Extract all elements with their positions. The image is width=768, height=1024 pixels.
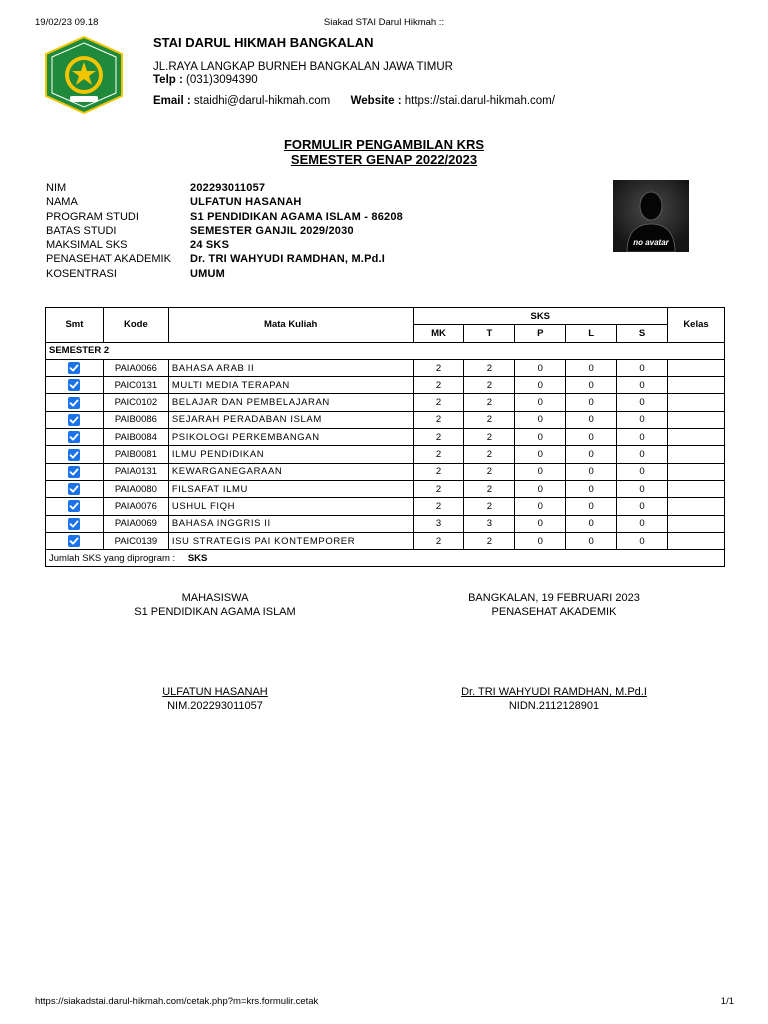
course-rows — [46, 359, 725, 549]
sks-p: 0 — [515, 429, 566, 446]
info-label: NIM — [46, 182, 67, 194]
check-icon — [69, 519, 79, 529]
course-select-cell — [46, 446, 104, 463]
col-header-mk: MK — [413, 325, 464, 342]
website-label: Website : — [350, 95, 402, 107]
course-code: PAIB0084 — [103, 429, 168, 446]
sks-s: 0 — [617, 480, 668, 497]
sig-right-role: PENASEHAT AKADEMIK — [491, 606, 617, 618]
course-name: ISU STRATEGIS PAI KONTEMPORER — [168, 532, 413, 549]
form-title — [0, 137, 768, 167]
course-name: MULTI MEDIA TERAPAN — [168, 377, 413, 394]
sks-s: 0 — [617, 359, 668, 376]
info-label: KOSENTRASI — [46, 267, 117, 280]
course-code: PAIA0066 — [103, 359, 168, 376]
sig-left-program: S1 PENDIDIKAN AGAMA ISLAM — [134, 606, 296, 618]
total-cell — [46, 550, 725, 567]
course-select-cell — [46, 377, 104, 394]
course-checkbox[interactable] — [68, 379, 80, 391]
check-icon — [69, 363, 79, 373]
institution-telp — [153, 73, 258, 87]
sks-s: 0 — [617, 377, 668, 394]
course-code: PAIC0131 — [103, 377, 168, 394]
print-url: https://siakadstai.darul-hikmah.com/cetak.php?m=krs.formulir.cetak — [35, 996, 319, 1007]
total-row — [46, 550, 725, 567]
sks-p: 0 — [515, 359, 566, 376]
course-name: SEJARAH PERADABAN ISLAM — [168, 411, 413, 428]
check-icon — [69, 415, 79, 425]
sig-right-name: Dr. TRI WAHYUDI RAMDHAN, M.Pd.I — [461, 686, 647, 698]
krs-table — [45, 307, 725, 567]
table-row — [46, 446, 725, 463]
course-kelas — [668, 446, 725, 463]
form-title-line2: SEMESTER GENAP 2022/2023 — [290, 152, 478, 167]
check-icon — [69, 450, 79, 460]
sks-mk: 2 — [413, 429, 464, 446]
table-row — [46, 498, 725, 515]
col-header-kode: Kode — [103, 308, 168, 343]
course-select-cell — [46, 532, 104, 549]
course-name: PSIKOLOGI PERKEMBANGAN — [168, 429, 413, 446]
course-kelas — [668, 359, 725, 376]
sks-l: 0 — [566, 359, 617, 376]
info-value: ULFATUN HASANAH — [190, 196, 302, 209]
course-code: PAIA0080 — [103, 480, 168, 497]
course-checkbox[interactable] — [68, 449, 80, 461]
table-row — [46, 532, 725, 549]
table-row — [46, 377, 725, 394]
email-label: Email : — [153, 95, 191, 107]
course-name: FILSAFAT ILMU — [168, 480, 413, 497]
sks-p: 0 — [515, 498, 566, 515]
col-header-s: S — [617, 325, 668, 342]
sks-l: 0 — [566, 411, 617, 428]
sks-mk: 2 — [413, 359, 464, 376]
sks-s: 0 — [617, 429, 668, 446]
telp-label: Telp : — [153, 74, 183, 86]
course-kelas — [668, 429, 725, 446]
sks-mk: 2 — [413, 377, 464, 394]
sks-p: 0 — [515, 532, 566, 549]
form-title-line1: FORMULIR PENGAMBILAN KRS — [283, 137, 485, 152]
col-header-mata-kuliah: Mata Kuliah — [168, 308, 413, 343]
course-kelas — [668, 498, 725, 515]
check-icon — [69, 432, 79, 442]
avatar-caption: no avatar — [633, 238, 669, 247]
sks-l: 0 — [566, 394, 617, 411]
sks-mk: 2 — [413, 394, 464, 411]
student-info-row — [46, 267, 403, 281]
institution-contact — [153, 94, 555, 108]
info-label: BATAS STUDI — [46, 224, 117, 237]
course-name: USHUL FIQH — [168, 498, 413, 515]
course-code: PAIB0081 — [103, 446, 168, 463]
student-info-row — [46, 224, 403, 238]
sks-s: 0 — [617, 532, 668, 549]
sks-s: 0 — [617, 498, 668, 515]
info-value: 24 SKS — [190, 239, 230, 252]
info-label: NAMA — [46, 196, 78, 209]
course-checkbox[interactable] — [68, 362, 80, 374]
table-row — [46, 515, 725, 532]
check-icon — [69, 398, 79, 408]
course-name: BELAJAR DAN PEMBELAJARAN — [168, 394, 413, 411]
sig-left-name: ULFATUN HASANAH — [162, 686, 268, 698]
sks-l: 0 — [566, 532, 617, 549]
sks-l: 0 — [566, 377, 617, 394]
table-row — [46, 429, 725, 446]
info-value: Dr. TRI WAHYUDI RAMDHAN, M.Pd.I — [190, 253, 386, 266]
check-icon — [69, 501, 79, 511]
website-value: https://stai.darul-hikmah.com/ — [404, 95, 555, 107]
sks-t: 2 — [464, 498, 515, 515]
table-row — [46, 463, 725, 480]
sks-mk: 2 — [413, 480, 464, 497]
course-kelas — [668, 394, 725, 411]
info-value: UMUM — [190, 267, 226, 280]
table-row — [46, 411, 725, 428]
course-code: PAIC0139 — [103, 532, 168, 549]
sks-p: 0 — [515, 377, 566, 394]
course-checkbox[interactable] — [68, 483, 80, 495]
info-label: MAKSIMAL SKS — [46, 239, 128, 252]
sks-s: 0 — [617, 411, 668, 428]
student-info-row — [46, 181, 403, 195]
table-row — [46, 480, 725, 497]
col-header-smt: Smt — [46, 308, 104, 343]
col-header-t: T — [464, 325, 515, 342]
table-row — [46, 359, 725, 376]
sks-mk: 2 — [413, 532, 464, 549]
sks-mk: 2 — [413, 498, 464, 515]
course-name: KEWARGANEGARAAN — [168, 463, 413, 480]
course-select-cell — [46, 463, 104, 480]
course-kelas — [668, 515, 725, 532]
sks-t: 2 — [464, 411, 515, 428]
sks-l: 0 — [566, 429, 617, 446]
course-checkbox[interactable] — [68, 518, 80, 530]
sks-mk: 2 — [413, 411, 464, 428]
info-value: S1 PENDIDIKAN AGAMA ISLAM - 86208 — [190, 210, 403, 223]
signature-student — [75, 591, 355, 713]
sig-left-role: MAHASISWA — [181, 592, 249, 604]
sks-t: 2 — [464, 394, 515, 411]
semester-label: SEMESTER 2 — [46, 342, 725, 359]
sks-l: 0 — [566, 515, 617, 532]
sks-l: 0 — [566, 446, 617, 463]
student-info-row — [46, 252, 403, 266]
sks-p: 0 — [515, 515, 566, 532]
course-select-cell — [46, 515, 104, 532]
print-page-title: Siakad STAI Darul Hikmah :: — [323, 17, 445, 28]
total-label: Jumlah SKS yang diprogram : — [49, 552, 176, 564]
sig-right-place-date: BANGKALAN, 19 FEBRUARI 2023 — [468, 592, 640, 604]
email-value: staidhi@darul-hikmah.com — [193, 95, 331, 107]
institution-logo — [45, 36, 123, 114]
table-header-row — [46, 308, 725, 325]
sks-l: 0 — [566, 463, 617, 480]
sks-s: 0 — [617, 446, 668, 463]
sks-p: 0 — [515, 394, 566, 411]
sks-t: 2 — [464, 463, 515, 480]
course-name: ILMU PENDIDIKAN — [168, 446, 413, 463]
col-header-kelas: Kelas — [668, 308, 725, 343]
course-select-cell — [46, 411, 104, 428]
course-checkbox[interactable] — [68, 397, 80, 409]
sks-p: 0 — [515, 411, 566, 428]
sks-t: 2 — [464, 429, 515, 446]
info-label: PROGRAM STUDI — [46, 210, 139, 223]
signature-advisor — [414, 591, 694, 713]
sks-t: 2 — [464, 480, 515, 497]
col-header-l: L — [566, 325, 617, 342]
sks-t: 2 — [464, 359, 515, 376]
sks-l: 0 — [566, 498, 617, 515]
print-page-number: 1/1 — [720, 996, 734, 1007]
course-code: PAIC0102 — [103, 394, 168, 411]
sig-right-id: NIDN.2112128901 — [508, 700, 600, 712]
course-select-cell — [46, 480, 104, 497]
course-select-cell — [46, 498, 104, 515]
info-label: PENASEHAT AKADEMIK — [46, 253, 171, 266]
sks-mk: 3 — [413, 515, 464, 532]
course-select-cell — [46, 394, 104, 411]
check-icon — [69, 380, 79, 390]
student-avatar — [613, 180, 689, 252]
check-icon — [69, 536, 79, 546]
institution-address: JL.RAYA LANGKAP BURNEH BANGKALAN JAWA TIMUR — [153, 61, 453, 73]
sks-s: 0 — [617, 394, 668, 411]
student-info-row — [46, 238, 403, 252]
course-checkbox[interactable] — [68, 500, 80, 512]
student-info-row — [46, 210, 403, 224]
col-header-p: P — [515, 325, 566, 342]
total-value: SKS — [187, 552, 208, 564]
sks-t: 3 — [464, 515, 515, 532]
print-datetime: 19/02/23 09.18 — [35, 17, 99, 28]
sks-t: 2 — [464, 446, 515, 463]
course-code: PAIA0131 — [103, 463, 168, 480]
student-info-row — [46, 195, 403, 209]
course-name: BAHASA ARAB II — [168, 359, 413, 376]
sks-p: 0 — [515, 480, 566, 497]
course-select-cell — [46, 359, 104, 376]
course-code: PAIA0076 — [103, 498, 168, 515]
table-row — [46, 394, 725, 411]
course-select-cell — [46, 429, 104, 446]
course-checkbox[interactable] — [68, 466, 80, 478]
sks-s: 0 — [617, 463, 668, 480]
check-icon — [69, 484, 79, 494]
institution-name: STAI DARUL HIKMAH BANGKALAN — [153, 35, 374, 50]
course-kelas — [668, 463, 725, 480]
check-icon — [69, 467, 79, 477]
course-kelas — [668, 532, 725, 549]
course-kelas — [668, 377, 725, 394]
sks-p: 0 — [515, 446, 566, 463]
course-kelas — [668, 411, 725, 428]
sig-left-id: NIM.202293011057 — [167, 700, 263, 712]
course-name: BAHASA INGGRIS II — [168, 515, 413, 532]
col-header-sks: SKS — [413, 308, 667, 325]
course-code: PAIB0086 — [103, 411, 168, 428]
sks-mk: 2 — [413, 446, 464, 463]
sks-mk: 2 — [413, 463, 464, 480]
course-checkbox[interactable] — [68, 431, 80, 443]
semester-row — [46, 342, 725, 359]
info-value: SEMESTER GANJIL 2029/2030 — [190, 224, 354, 237]
sks-t: 2 — [464, 377, 515, 394]
sks-s: 0 — [617, 515, 668, 532]
telp-value: (031)3094390 — [186, 74, 258, 86]
sks-p: 0 — [515, 463, 566, 480]
sks-l: 0 — [566, 480, 617, 497]
course-kelas — [668, 480, 725, 497]
info-value: 202293011057 — [190, 182, 266, 194]
print-header — [0, 17, 768, 31]
course-checkbox[interactable] — [68, 414, 80, 426]
course-checkbox[interactable] — [68, 535, 80, 547]
course-code: PAIA0069 — [103, 515, 168, 532]
student-info — [46, 181, 403, 281]
sks-t: 2 — [464, 532, 515, 549]
